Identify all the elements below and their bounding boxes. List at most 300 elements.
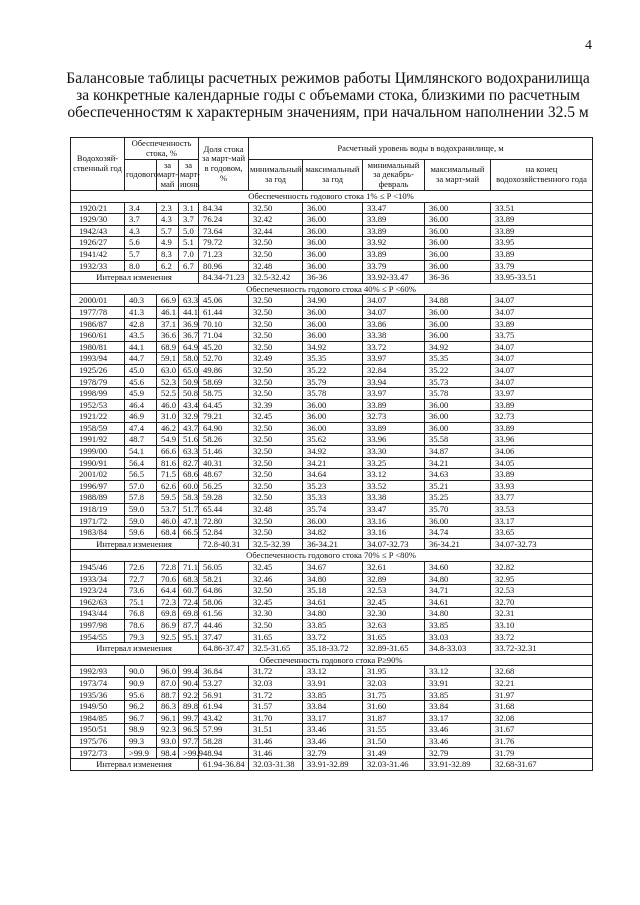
table-row [71,295,593,307]
table-cell: 36.00 [303,248,363,260]
table-cell: 1926/27 [71,237,125,249]
table-row [71,237,593,249]
table-cell: 48.7 [125,434,157,446]
table-cell: 36.00 [303,422,363,434]
table-cell: 35.73 [425,376,491,388]
table-cell: 58.3 [179,492,199,504]
table-cell: 59.1 [157,353,179,365]
table-cell: 45.9 [125,388,157,400]
table-cell: 58.0 [179,353,199,365]
table-cell: 32.50 [249,248,303,260]
table-cell: 32.03 [249,677,303,689]
table-cell: 51.7 [179,504,199,516]
table-cell: 35.35 [303,353,363,365]
section-title: Обеспеченность годового стока 70% ≤ P <80% [71,550,593,562]
table-cell: 96.7 [125,712,157,724]
table-cell: 36.00 [303,411,363,423]
interval-cell: 34.07-32.73 [491,538,593,550]
table-cell: 1986/87 [71,318,125,330]
table-cell: 34.07 [491,341,593,353]
header-year: Водохозяй-ственный год [71,138,125,191]
table-cell: 32.61 [363,562,425,574]
table-cell: 34.07 [491,295,593,307]
title-line: обеспеченностям к характерным значениям, при начальном наполнении 32.5 м [67,104,589,121]
table-row [71,306,593,318]
interval-row [71,272,593,284]
table-cell: 32.79 [425,747,491,759]
table-cell: 79.21 [199,411,249,423]
table-cell: 33.12 [425,666,491,678]
table-cell: 33.47 [363,202,425,214]
table-cell: 31.76 [491,735,593,747]
table-cell: 33.72 [491,631,593,643]
table-cell: 69.8 [179,608,199,620]
table-cell: 58.06 [199,596,249,608]
table-cell: 64.4 [157,585,179,597]
table-cell: 33.79 [363,260,425,272]
table-cell: 68.9 [157,341,179,353]
table-cell: 35.22 [425,364,491,376]
table-row [71,619,593,631]
table-cell: 34.92 [303,341,363,353]
table-cell: 47.4 [125,422,157,434]
table-cell: 1921/22 [71,411,125,423]
table-cell: 1954/55 [71,631,125,643]
table-cell: 95.1 [179,631,199,643]
table-cell: 36.00 [303,318,363,330]
table-cell: 32.95 [491,573,593,585]
table-cell: 33.84 [303,701,363,713]
table-cell: 34.92 [303,446,363,458]
table-cell: 34.07 [491,376,593,388]
table-cell: 33.16 [363,515,425,527]
table-row [71,434,593,446]
table-cell: 32.44 [249,225,303,237]
table-cell: 35.62 [303,434,363,446]
table-cell: 51.6 [179,434,199,446]
table-cell: 98.9 [125,724,157,736]
table-cell: 44.7 [125,353,157,365]
table-cell: 32.9 [179,411,199,423]
table-cell: 8.3 [157,248,179,260]
table-cell: 34.07 [363,295,425,307]
table-cell: 50.9 [179,376,199,388]
table-cell: 99.4 [179,666,199,678]
table-cell: 33.89 [363,214,425,226]
table-cell: 33.89 [491,248,593,260]
table-cell: 72.8 [157,562,179,574]
table-cell: 43.42 [199,712,249,724]
table-cell: 33.91 [303,677,363,689]
section-header-row [71,550,593,562]
table-cell: 86.9 [157,619,179,631]
table-row [71,364,593,376]
balance-table [70,137,593,771]
table-cell: 81.6 [157,457,179,469]
table-cell: 34.06 [491,446,593,458]
table-row [71,469,593,481]
table-cell: 32.50 [249,388,303,400]
table-cell: 57.99 [199,724,249,736]
table-row [71,747,593,759]
table-cell: 32.50 [249,515,303,527]
table-cell: 32.63 [363,619,425,631]
table-row [71,214,593,226]
table-cell: 52.5 [157,388,179,400]
table-cell: 68.4 [157,527,179,539]
table-cell: 32.53 [491,585,593,597]
table-cell: 5.7 [157,225,179,237]
table-cell: 32.30 [363,608,425,620]
table-cell: 31.49 [363,747,425,759]
table-cell: 1958/59 [71,422,125,434]
table-cell: 36.00 [425,330,491,342]
table-cell: 60.7 [179,585,199,597]
table-cell: 92.5 [157,631,179,643]
interval-label: Интервал изменения [71,272,199,284]
table-cell: 33.12 [363,469,425,481]
table-cell: 1920/21 [71,202,125,214]
table-cell: 79.72 [199,237,249,249]
interval-label: Интервал изменения [71,643,199,655]
section-title: Обеспеченность годового стока 40% ≤ P <60% [71,283,593,295]
table-cell: 32.50 [249,492,303,504]
table-cell: 79.3 [125,631,157,643]
table-cell: 36.6 [157,330,179,342]
interval-cell: 33.92-33.47 [363,272,425,284]
table-cell: 33.46 [303,735,363,747]
table-cell: 1972/73 [71,747,125,759]
table-row [71,457,593,469]
table-cell: 33.12 [303,666,363,678]
table-cell: 32.50 [249,306,303,318]
interval-row [71,538,593,550]
table-cell: 32.50 [249,480,303,492]
header-prob-mar-may: за март-май [158,159,178,189]
table-cell: 31.65 [363,631,425,643]
table-cell: 2001/02 [71,469,125,481]
table-cell: 36.00 [303,202,363,214]
interval-cell: 36-36 [303,272,363,284]
table-cell: 33.17 [303,712,363,724]
table-cell: 2000/01 [71,295,125,307]
table-cell: 32.50 [249,434,303,446]
table-cell: 34.21 [425,457,491,469]
title-line: за конкретные календарные годы с объемами стока, близкими по расчетным [76,87,580,104]
interval-cell: 33.91-32.89 [425,759,491,771]
table-cell: 35.21 [425,480,491,492]
table-cell: 32.50 [249,202,303,214]
table-cell: 32.31 [491,608,593,620]
table-cell: 96.5 [179,724,199,736]
table-cell: 8.0 [125,260,157,272]
table-cell: 33.89 [363,248,425,260]
table-cell: 72.4 [179,596,199,608]
table-cell: 86.3 [157,701,179,713]
table-cell: 36.00 [303,225,363,237]
table-cell: 34.07 [491,364,593,376]
table-cell: >99.9 [125,747,157,759]
table-row [71,735,593,747]
table-cell: 33.84 [425,701,491,713]
header-probability: Обеспеченность стока, % [125,138,199,160]
table-cell: 59.28 [199,492,249,504]
table-cell: 33.89 [363,422,425,434]
table-cell: 36.00 [303,306,363,318]
table-cell: 82.7 [179,457,199,469]
table-cell: 66.9 [157,295,179,307]
table-cell: 36.7 [179,330,199,342]
section-header-row [71,654,593,666]
table-cell: 31.95 [363,666,425,678]
table-cell: 31.57 [249,701,303,713]
table-row [71,562,593,574]
table-cell: 3.1 [179,202,199,214]
table-cell: 76.8 [125,608,157,620]
header-levels: Расчетный уровень воды в водохранилище, м [249,138,593,160]
interval-cell: 36-34.21 [425,538,491,550]
table-cell: 63.3 [179,295,199,307]
table-row [71,202,593,214]
table-cell: 36.00 [425,422,491,434]
table-cell: 5.0 [179,225,199,237]
table-cell: 70.6 [157,573,179,585]
interval-row [71,759,593,771]
table-cell: 1980/81 [71,341,125,353]
table-cell: 33.46 [425,724,491,736]
table-cell: 99.3 [125,735,157,747]
table-cell: 34.80 [425,608,491,620]
table-cell: 34.80 [303,573,363,585]
table-cell: 33.91 [425,677,491,689]
table-cell: 72.7 [125,573,157,585]
table-cell: 1933/34 [71,573,125,585]
table-cell: 76.24 [199,214,249,226]
title-line: Балансовые таблицы расчетных режимов работы Цимлянского водохранилища [66,70,590,87]
table-cell: 41.3 [125,306,157,318]
table-cell: 64.86 [199,585,249,597]
table-cell: 1943/44 [71,608,125,620]
table-cell: 1975/76 [71,735,125,747]
table-cell: 36.00 [425,202,491,214]
table-cell: 46.4 [125,399,157,411]
table-cell: 3.7 [125,214,157,226]
table-row [71,480,593,492]
table-cell: 32.50 [249,469,303,481]
table-cell: 96.2 [125,701,157,713]
table-cell: 98.4 [157,747,179,759]
table-cell: 32.50 [249,364,303,376]
table-row [71,573,593,585]
table-cell: 31.46 [249,735,303,747]
table-row [71,446,593,458]
table-row [71,225,593,237]
table-cell: 46.9 [125,411,157,423]
table-cell: 58.26 [199,434,249,446]
table-cell: 35.79 [303,376,363,388]
table-cell: 33.53 [491,504,593,516]
table-cell: 52.84 [199,527,249,539]
table-cell: 1925/26 [71,364,125,376]
table-cell: 72.3 [157,596,179,608]
table-cell: 32.03 [363,677,425,689]
table-cell: 4.3 [157,214,179,226]
table-cell: 35.70 [425,504,491,516]
table-cell: 50.8 [179,388,199,400]
table-cell: 32.08 [491,712,593,724]
table-cell: 36.00 [425,260,491,272]
table-cell: 34.80 [303,608,363,620]
table-cell: 37.1 [157,318,179,330]
table-cell: 33.65 [491,527,593,539]
table-cell: 52.3 [157,376,179,388]
table-cell: 3.7 [179,214,199,226]
table-body [71,191,593,771]
table-cell: 54.1 [125,446,157,458]
table-cell: 32.84 [363,364,425,376]
table-cell: 33.46 [303,724,363,736]
table-cell: 34.07 [491,353,593,365]
table-cell: 92.2 [179,689,199,701]
table-row [71,248,593,260]
table-cell: 48.94 [199,747,249,759]
table-cell: 43.7 [179,422,199,434]
table-cell: 33.51 [491,202,593,214]
table-cell: 40.3 [125,295,157,307]
table-cell: 33.46 [425,735,491,747]
table-cell: 32.45 [249,562,303,574]
table-cell: 1941/42 [71,248,125,260]
table-cell: 75.1 [125,596,157,608]
table-cell: 32.49 [249,353,303,365]
interval-cell: 33.91-32.89 [303,759,363,771]
table-cell: 69.8 [157,608,179,620]
section-header-row [71,191,593,203]
table-cell: 89.8 [179,701,199,713]
table-cell: 32.53 [363,585,425,597]
table-cell: 2.3 [157,202,179,214]
table-cell: 4.9 [157,237,179,249]
header-min-dec-feb: минимальный за декабрь-февраль [363,160,425,191]
table-row [71,504,593,516]
table-cell: 1960/61 [71,330,125,342]
interval-cell: 32.68-31.67 [491,759,593,771]
table-cell: 33.25 [363,457,425,469]
table-cell: 57.0 [125,480,157,492]
table-cell: 31.68 [491,701,593,713]
table-cell: 35.18 [303,585,363,597]
table-cell: 56.4 [125,457,157,469]
table-cell: 36.84 [199,666,249,678]
header-share: Доля стока за март-май в годовом, % [199,138,249,191]
table-cell: 49.86 [199,364,249,376]
table-cell: 1998/99 [71,388,125,400]
table-cell: 66.6 [157,446,179,458]
table-cell: 34.21 [303,457,363,469]
table-cell: 64.9 [179,341,199,353]
table-cell: 1992/93 [71,666,125,678]
header-end-year: на конец водохозяйственного года [491,160,593,191]
table-cell: 53.7 [157,504,179,516]
header-max-mar-may: максимальный за март-май [425,160,491,191]
table-cell: 92.3 [157,724,179,736]
table-row [71,689,593,701]
table-cell: 95.6 [125,689,157,701]
table-row [71,341,593,353]
table-cell: 47.1 [179,515,199,527]
table-cell: 56.5 [125,469,157,481]
table-cell: 1997/98 [71,619,125,631]
table-cell: 32.45 [249,596,303,608]
table-cell: 32.48 [249,504,303,516]
table-cell: 78.6 [125,619,157,631]
interval-cell: 64.86-37.47 [199,643,249,655]
table-row [71,515,593,527]
section-header-row [71,283,593,295]
table-cell: 33.94 [363,376,425,388]
interval-cell: 33.72-32.31 [491,643,593,655]
table-cell: 1978/79 [71,376,125,388]
table-cell: 1990/91 [71,457,125,469]
table-cell: 63.3 [179,446,199,458]
table-cell: 64.90 [199,422,249,434]
table-cell: 36.00 [425,399,491,411]
document-title [48,70,608,121]
table-cell: 64.45 [199,399,249,411]
table-cell: 33.97 [491,388,593,400]
table-cell: 33.89 [363,399,425,411]
table-cell: 80.96 [199,260,249,272]
table-cell: 6.7 [179,260,199,272]
table-cell: 37.47 [199,631,249,643]
table-cell: 32.79 [303,747,363,759]
interval-cell: 34.8-33.03 [425,643,491,655]
table-cell: >99.9 [179,747,199,759]
table-cell: 56.05 [199,562,249,574]
table-cell: 1993/94 [71,353,125,365]
table-cell: 1945/46 [71,562,125,574]
table-cell: 31.46 [249,747,303,759]
table-cell: 31.79 [491,747,593,759]
table-cell: 46.0 [157,515,179,527]
table-cell: 36.00 [303,237,363,249]
table-cell: 36.00 [425,214,491,226]
table-cell: 31.72 [249,666,303,678]
table-cell: 4.3 [125,225,157,237]
table-cell: 1918/19 [71,504,125,516]
table-cell: 33.95 [491,237,593,249]
table-cell: 32.46 [249,573,303,585]
table-cell: 33.96 [363,434,425,446]
interval-cell: 33.95-33.51 [491,272,593,284]
table-cell: 36.00 [425,237,491,249]
table-cell: 90.9 [125,677,157,689]
interval-cell: 32.5-32.42 [249,272,303,284]
table-cell: 34.74 [425,527,491,539]
table-cell: 32.30 [249,608,303,620]
table-cell: 32.50 [249,295,303,307]
table-cell: 32.39 [249,399,303,411]
table-cell: 43.4 [179,399,199,411]
table-cell: 34.61 [425,596,491,608]
table-cell: 33.89 [491,399,593,411]
table-cell: 33.85 [425,619,491,631]
table-cell: 33.89 [491,422,593,434]
interval-cell: 84.34-71.23 [199,272,249,284]
table-row [71,608,593,620]
table-cell: 33.85 [303,689,363,701]
table-cell: 43.5 [125,330,157,342]
